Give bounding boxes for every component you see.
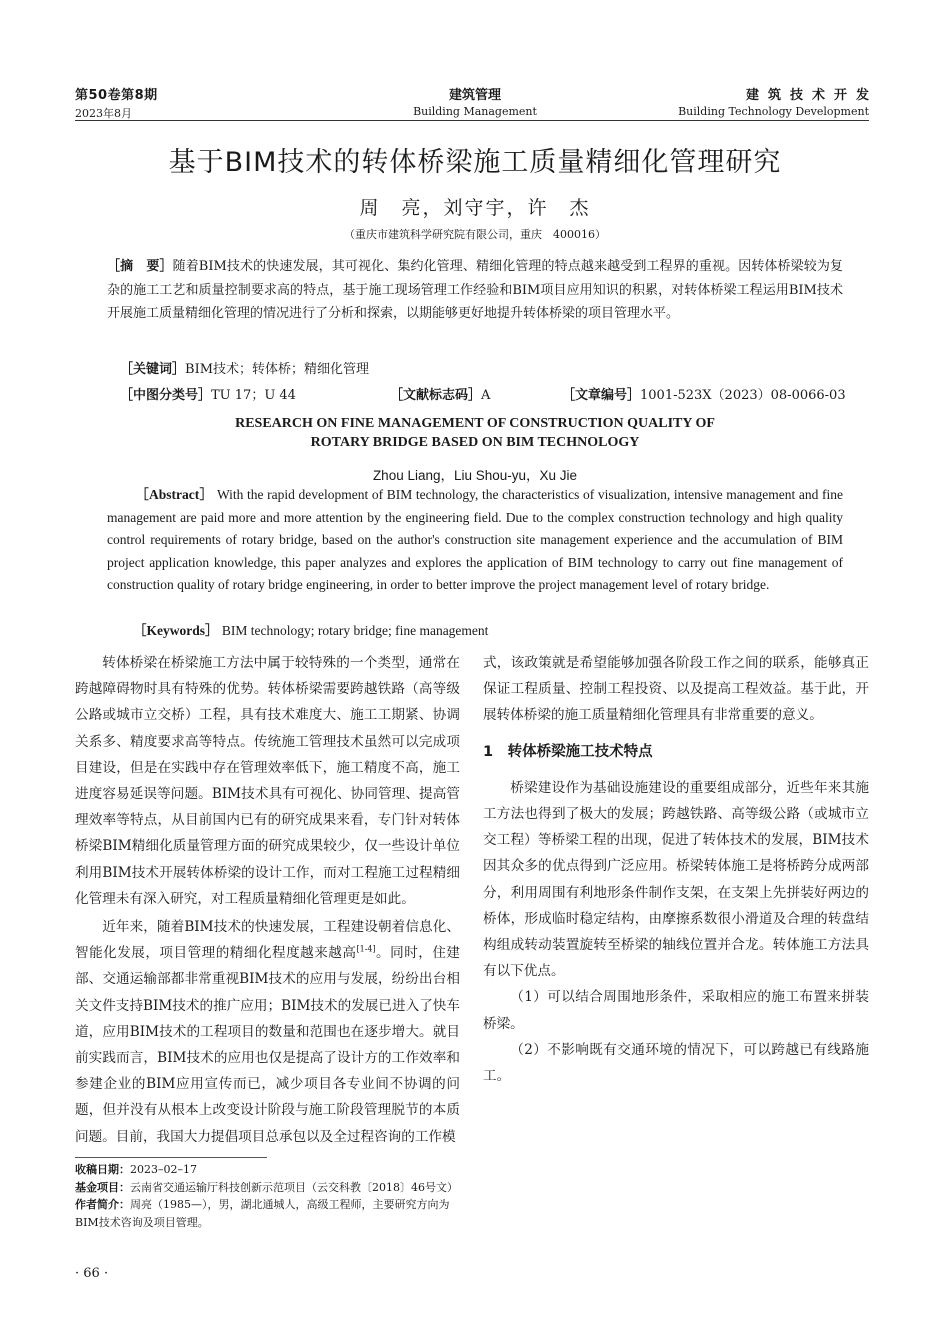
english-title: RESEARCH ON FINE MANAGEMENT OF CONSTRUCTION QUALITY OF ROTARY BRIDGE BASED ON BIM TECHNOLOGY [235, 416, 715, 450]
doc-code: ［文献标志码］A [390, 388, 491, 403]
header-right [569, 84, 878, 118]
column-name-cn: 建筑管理 [448, 88, 501, 103]
abstract-en-label: ［Abstract］ [135, 487, 214, 502]
fund-project: 基金项目：云南省交通运输厅科技创新示范项目（云交科教〔2018〕46号文） [75, 1180, 458, 1194]
paragraph-recent-years-continued: 式，该政策就是希望能够加强各阶段工作之间的联系，能够真正保证工程质量、控制工程投资、以及提高工程效益。基于此，开展转体桥梁的施工质量精细化管理具有非常重要的意义。 [483, 655, 869, 724]
affiliation: （重庆市建筑科学研究院有限公司，重庆 400016） [344, 228, 606, 241]
body-column-right [483, 650, 869, 1089]
header-rule [75, 120, 869, 121]
footnotes [75, 1161, 460, 1231]
footnote-rule [75, 1157, 267, 1158]
journal-name-cn: 建筑技术开发 [745, 88, 878, 103]
abstract-cn [107, 255, 843, 326]
abstract-label: ［摘 要］ [107, 259, 173, 274]
keywords-en-text: BIM technology; rotary bridge; fine management [221, 623, 489, 638]
paragraph-bridge-construction: 桥梁建设作为基础设施建设的重要组成部分，近些年来其施工方法也得到了极大的发展；跨越铁路、高等级公路（或城市立交工程）等桥梁工程的出现，促进了转体技术的发展，BIM技术因其众多的优点得到广泛应用。桥梁转体施工是将桥跨分成两部分，利用周围有利地形条件制作支架，在支架上先拼装好两边的桥体，形成临时稳定结构，由摩擦系数很小滑道及合理的转盘结构组成转动装置旋转至桥梁的轴线位置并合龙。转体施工方法具有以下优点。 [483, 779, 869, 980]
list-item-advantage-1: （1）可以结合周围地形条件，采取相应的施工布置来拼装桥梁。 [483, 989, 869, 1032]
paper-authors: 周 亮，刘守宇，许 杰 [359, 197, 591, 219]
keywords-label: ［关键词］ [120, 362, 186, 377]
column-name-en: Building Management [413, 105, 537, 118]
paragraph-recent-years: 近年来，随着BIM技术的快速发展，工程建设朝着信息化、智能化发展，项目管理的精细化程度越来越高[1-4]。同时，住建部、交通运输部都非常重视BIM技术的应用与发展，纷纷出台相关文件支持BIM技术的推广应用；BIM技术的发展已进入了快车道，应用BIM技术的工程项目的数量和范围也在逐步增大。就目前实践而言，BIM技术的应用也仅是提高了设计方的工作效率和参建企业的BIM应用宣传而已，减少项目各专业间不协调的问题，但并没有从根本上改变设计阶段与施工阶段管理脱节的本质问题。目前，我国大力提倡项目总承包以及全过程咨询的工作模 [75, 919, 461, 1145]
received-date: 收稿日期：2023–02–17 [75, 1163, 197, 1176]
header-left [75, 84, 375, 121]
keywords-cn [120, 358, 840, 377]
abstract-text: 随着BIM技术的快速发展，其可视化、集约化管理、精细化管理的特点越来越受到工程界的重视。因转体桥梁较为复杂的施工工艺和质量控制要求高的特点，基于施工现场管理工作经验和BIM项目应用知识的积累，对转体桥梁工程运用BIM技术开展施工质量精细化管理的情况进行了分析和探索，以期能够更好地提升转体桥梁的项目管理水平。 [107, 259, 843, 321]
keywords-en-label: ［Keywords］ [133, 623, 219, 638]
journal-name-en: Building Technology Development [678, 105, 869, 118]
body-column-left [75, 650, 460, 1150]
page-number: · 66 · [75, 1266, 109, 1281]
english-authors: Zhou Liang，Liu Shou-yu，Xu Jie [372, 468, 578, 483]
list-item-advantage-2: （2）不影响既有交通环境的情况下，可以跨越已有线路施工。 [483, 1041, 869, 1085]
citation-ref: [1-4] [356, 944, 376, 954]
keywords-en [133, 619, 853, 639]
paragraph-intro: 转体桥梁在桥梁施工方法中属于较特殊的一个类型，通常在跨越障碍物时具有特殊的优势。转体桥梁需要跨越铁路（高等级公路或城市立交桥）工程，具有技术难度大、施工工期紧、协调关系多、精度要求高等特点。传统施工管理技术虽然可以完成项目建设，但是在实践中存在管理效率低下，施工精度不高，施工进度容易延误等问题。BIM技术具有可视化、协同管理、提高管理效率等特点，从目前国内已有的研究成果来看，专门针对转体桥梁BIM精细化质量管理方面的研究成果较少，仅一些设计单位利用BIM技术开展转体桥梁的设计工作，而对工程施工过程精细化管理未有深入研究，对工程质量精细化管理更是如此。 [75, 655, 460, 907]
abstract-en [107, 484, 843, 597]
clc-code: ［中图分类号］TU 17；U 44 [120, 388, 296, 403]
volume-issue: 第50卷第8期 [75, 88, 158, 103]
article-number: ［文章编号］1001-523X（2023）08-0066-03 [562, 388, 846, 403]
section-heading-1: 1 转体桥梁施工技术特点 [483, 743, 653, 760]
paper-title: 基于BIM技术的转体桥梁施工质量精细化管理研究 [168, 147, 782, 178]
abstract-en-text: With the rapid development of BIM technology, the characteristics of visualization, intensive management and fine management are paid more and more attention by the engineering field. Due to the complex construction technology and high quality control requirements of rotary bridge, based on the author's construction site management experience and the accumulation of BIM project application knowledge, this paper analyzes and explores the application of BIM technology to carry out fine management of construction quality of rotary bridge engineering, in order to better improve the project management level of rotary bridge. [107, 487, 843, 592]
author-bio: 作者简介：周亮（1985—），男，湖北通城人，高级工程师，主要研究方向为BIM技术咨询及项目管理。 [75, 1198, 450, 1229]
keywords-text: BIM技术；转体桥；精细化管理 [185, 362, 370, 377]
issue-date: 2023年8月 [75, 107, 132, 120]
